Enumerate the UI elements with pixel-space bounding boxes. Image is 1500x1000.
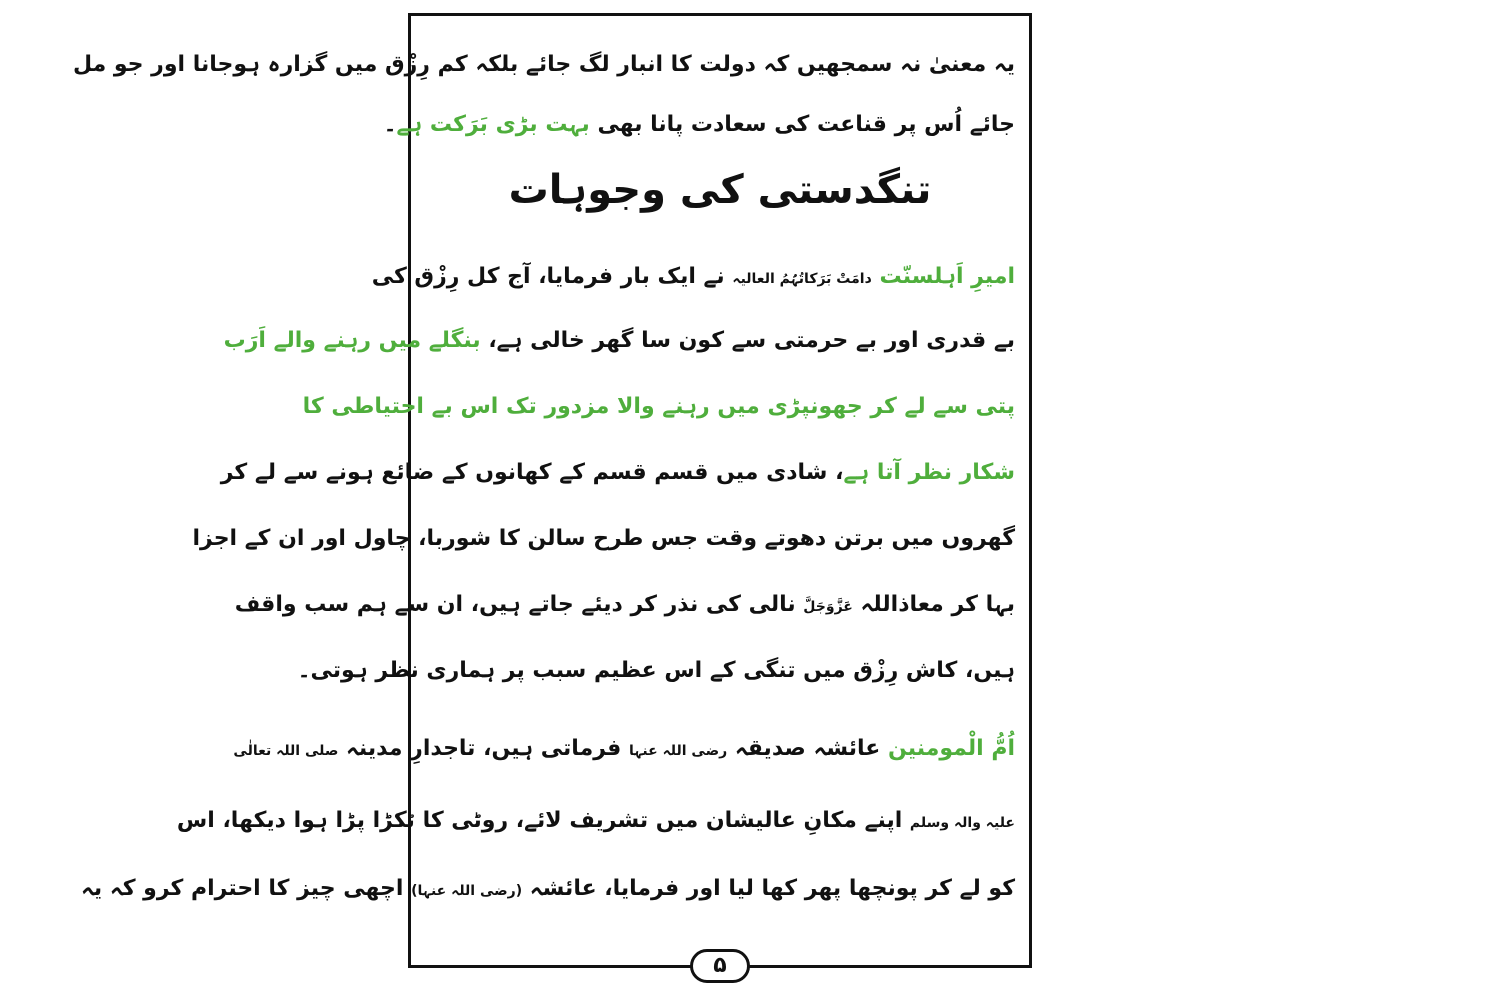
line-12-part-1: کو لے کر پونچھا پھر کھا لیا اور فرمایا، عائشہ xyxy=(522,876,1015,901)
line-8-part-1: بہا کر معاذاللہ xyxy=(852,592,1015,617)
text-line-10 xyxy=(233,724,1015,774)
text-line-5 xyxy=(302,382,1015,432)
line-10-highlight: اُمُّ الْمومنین xyxy=(880,736,1015,761)
line-12-honorific: (رضی اللہ عنہا) xyxy=(411,883,523,899)
line-10-honorific-1: رضی اللہ عنہا xyxy=(628,743,728,759)
line-8-honorific: عَزَّوَجَلَّ xyxy=(803,599,853,615)
line-4-part-1: بے قدری اور بے حرمتی سے کون سا گھر خالی ہے، xyxy=(480,328,1015,353)
page-frame xyxy=(72,13,1032,978)
line-5-highlight: پتی سے لے کر جھونپڑی میں رہنے والا مزدور تک اس بے احتیاطی کا xyxy=(302,394,1015,419)
line-3-part-3: نے ایک بار فرمایا، آج کل رِزْق کی xyxy=(371,264,733,289)
text-line-8 xyxy=(234,580,1015,630)
line-4-highlight: بنگلے میں رہنے والے اَرَب xyxy=(223,328,481,353)
line-3-honorific: دامَتْ بَرَکاتُہُمُ العالیہ xyxy=(732,271,872,287)
line-1-part-1: یہ معنیٰ نہ سمجھیں کہ دولت کا انبار لگ جائے بلکہ کم رِزْق میں گزارہ ہوجانا اور جو مل xyxy=(72,52,1015,77)
line-7-part-1: گھروں میں برتن دھوتے وقت جس طرح سالن کا شوربا، چاول اور ان کے اجزا xyxy=(192,526,1015,551)
text-line-6 xyxy=(220,448,1015,498)
line-2-part-3: ۔ xyxy=(383,112,397,137)
line-10-part-4: فرماتی ہیں، تاجدارِ مدینہ xyxy=(338,736,629,761)
line-8-part-3: نالی کی نذر کر دیئے جاتے ہیں، ان سے ہم سب واقف xyxy=(234,592,804,617)
line-9-part-1: ہیں، کاش رِزْق میں تنگی کے اس عظیم سبب پر ہماری نظر ہوتی۔ xyxy=(297,658,1015,683)
text-line-12 xyxy=(81,864,1015,914)
text-line-4 xyxy=(223,316,1015,366)
text-line-9 xyxy=(297,646,1015,696)
text-line-11 xyxy=(176,796,1015,846)
line-6-highlight: شکار نظر آتا ہے xyxy=(843,460,1015,485)
line-10-part-2: عائشہ صدیقہ xyxy=(727,736,881,761)
text-line-7 xyxy=(192,514,1015,564)
line-11-honorific: علیہ والہ وسلم xyxy=(909,815,1015,831)
line-11-part-2: اپنے مکانِ عالیشان میں تشریف لائے، روٹی کا ٹکڑا پڑا ہوا دیکھا، اس xyxy=(176,808,910,833)
line-2-part-1: جائے اُس پر قناعت کی سعادت پانا بھی xyxy=(589,112,1015,137)
text-line-3 xyxy=(371,252,1015,302)
text-line-2 xyxy=(383,100,1015,150)
page-number: ۵ xyxy=(690,949,750,983)
page-content xyxy=(72,26,1015,925)
line-10-honorific-2: صلی اللہ تعالٰی xyxy=(233,743,339,759)
line-12-part-3: اچھی چیز کا احترام کرو کہ یہ xyxy=(81,876,412,901)
line-3-highlight: امیرِ اَہلسنّت xyxy=(871,264,1015,289)
line-6-part-2: ، شادی میں قسم قسم کے کھانوں کے ضائع ہونے سے لے کر xyxy=(220,460,844,485)
line-2-highlight: بہت بڑی بَرَکت ہے xyxy=(396,112,590,137)
text-line-1 xyxy=(72,40,1015,90)
section-heading: تنگدستی کی وجوہات xyxy=(508,167,932,213)
